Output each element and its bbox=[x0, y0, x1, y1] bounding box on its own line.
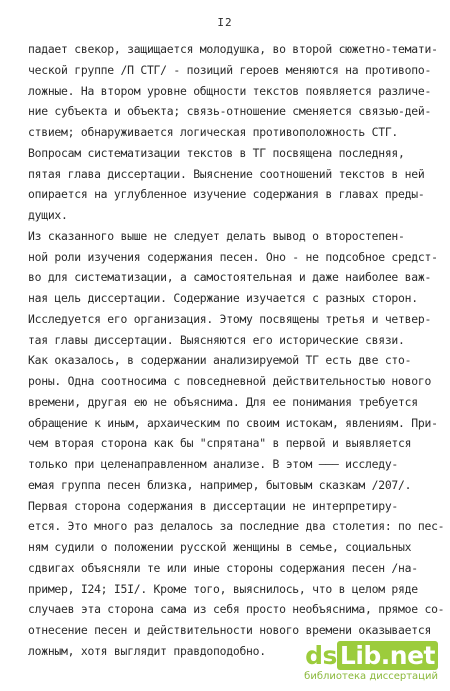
text-line: ствием; обнаруживается логическая противоположность СТГ. bbox=[28, 125, 399, 139]
text-line: ной роли изучения содержания песен. Оно - не подсобное средст- bbox=[28, 249, 438, 264]
text-line: Из сказанного выше не следует делать вывод о второстепен- bbox=[28, 228, 405, 243]
dslib-subtitle: библиотека диссертаций bbox=[304, 671, 438, 682]
text-line: тая главы диссертации. Выясняются его исторические связи. bbox=[28, 332, 405, 347]
text-line: ется. Это много раз делалось за последние два столетия: по пес- bbox=[28, 519, 445, 534]
text-line: дущих. bbox=[28, 208, 68, 222]
text-line: только при целенаправленном анализе. В этом ——— исследу- bbox=[28, 457, 399, 471]
dslib-watermark bbox=[288, 641, 438, 685]
page-number: I2 bbox=[217, 16, 233, 29]
text-line: ложные. На втором уровне общности текстов появляется различе- bbox=[28, 83, 432, 98]
text-line: опирается на углубленное изучение содержания в главах преды- bbox=[28, 187, 425, 202]
text-line: ням судили о положении русской женщины в семье, социальных bbox=[28, 540, 412, 554]
text-line: ная цель диссертации. Содержание изучается с разных сторон. bbox=[28, 291, 418, 305]
text-line: пример, I24; I5I/. Кроме того, выяснилось, что в целом ряде bbox=[28, 581, 418, 596]
text-line: чем вторая сторона как бы "спрятана" в первой и выявляется bbox=[28, 436, 412, 451]
text-line: Исследуется его организация. Этому посвящены третья и четвер- bbox=[28, 311, 432, 326]
text-line: сдвигах объясняли те или иные стороны содержания песен /на- bbox=[28, 560, 418, 575]
text-line: ческой группе /П СТГ/ - позиций героев меняются на противопо- bbox=[28, 62, 432, 77]
text-line: обращение к иным, архаическим по своим истокам, явлениям. При- bbox=[28, 415, 438, 430]
text-line: Как оказалось, в содержании анализируемой ТГ есть две сто- bbox=[28, 353, 412, 368]
text-line: роны. Одна соотносима с повседневной действительностью нового bbox=[28, 374, 432, 388]
text-line: ложным, хотя выглядит правдоподобно. bbox=[28, 643, 266, 658]
text-line: Вопросам систематизации текстов в ТГ посвящена последняя, bbox=[28, 145, 405, 160]
text-line: во для систематизации, а самостоятельная и даже наиболее важ- bbox=[28, 270, 432, 285]
text-line: Первая сторона содержания в диссертации не интерпретиру- bbox=[28, 498, 399, 513]
text-line: отнесение песен и действительности нового времени оказывается bbox=[28, 623, 432, 637]
text-line: падает свекор, защищается молодушка, во второй сюжетно-темати- bbox=[28, 42, 438, 56]
text-line: пятая глава диссертации. Выяснение соотношений текстов в ней bbox=[28, 166, 425, 181]
dslib-logo: ds Lib.net bbox=[288, 641, 438, 671]
text-line: ние субъекта и объекта; связь-отношение сменяется связью-дей- bbox=[28, 104, 432, 119]
text-line: емая группа песен близка, например, бытовым сказкам /207/. bbox=[28, 477, 412, 492]
text-line: случаев эта сторона сама из себя просто необъяснима, прямое со- bbox=[28, 602, 445, 617]
text-line: времени, другая ею не объяснима. Для ее понимания требуется bbox=[28, 394, 418, 409]
